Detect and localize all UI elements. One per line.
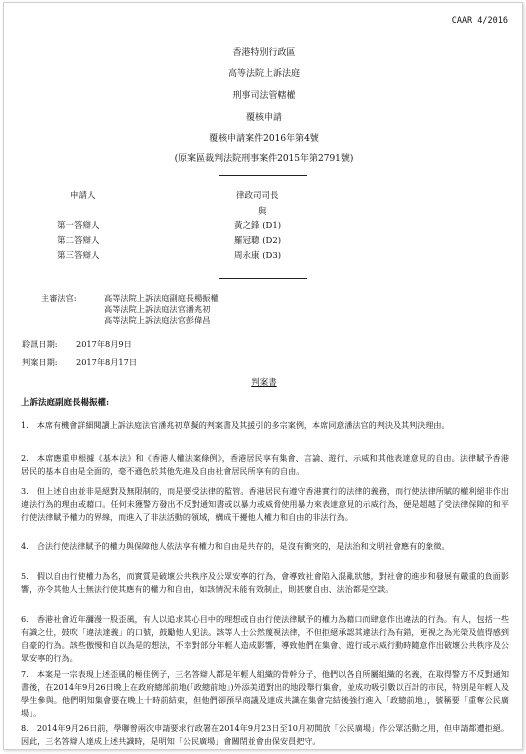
judgment-title: 判案書 [251,378,277,388]
judgment-date: 2017年8月17日 [76,357,138,367]
judge-name: 高等法院上訴法庭法官彭偉昌 [104,315,211,325]
respondent-role: 第三答辯人 [57,251,100,261]
respondent-name: 羅冠聰 (D2) [234,236,282,246]
judge-name: 高等法院上訴法庭副庭長楊振權 [104,293,219,303]
judgment-paragraph: 6. 香港社會近年瀰漫一股歪風，有人以追求其心目中的理想或自由行使法律賦予的權力為藉口而肆意作出違法的行為。有人，包括一些有識之仕，鼓吹「違法達義」的口號，鼓勵他人犯法。該等人士公然蔑視法律，不但拒絕承認其違法行為有錯，更視之為光榮及值得感到自豪的行為。該些傲慢和自以為是的想法，不幸對部分年輕人造成影響，導致他們在集會、遊行或示威行動時隨意作出破壞公共秩序及公眾安寧的行為。 [21,614,509,663]
case-number: 覆核申請案件2016年第4號 [209,134,319,144]
parties-divider [219,278,307,279]
document-page [3,2,523,750]
judge-name: 高等法院上訴法庭法官潘兆初 [104,304,211,314]
respondent-name: 周永康 (D3) [234,251,282,261]
hearing-date-label: 聆訊日期: [22,339,58,349]
judgment-paragraph: 7. 本案是一宗表現上述歪風的極佳例子，三名答辯人都是年輕人組織的骨幹分子，他們以各自所屬組織的名義，在取得警方不反對通知書後，在2014年9月26日晚上在政府總部前地(「政總前地」)外添美道對出的地段舉行集會，並成功吸引數以百計的市民，特別是年輕人及學生參與。他們明知集會要在晚上十時前結束，但他們卻預早商議及達成共識在集會完結後強行進入「政總前地」，號稱要「重奪公民廣場」。 [21,669,509,718]
versus-word: 與 [258,207,267,217]
original-case: (原案區裁判法院刑事案件2015年第2791號) [174,154,354,164]
judgment-paragraph: 1. 本席有機會詳細閱讀上訴法庭法官潘兆初草擬的判案書及其援引的多宗案例，本席同意潘法官的判決及其判決理由。 [21,420,450,430]
case-reference: CAAR 4/2016 [451,16,508,26]
header-divider [219,175,307,176]
judgment-paragraph: 2. 本席應重申根據《基本法》和《香港人權法案條例》，香港居民享有集會、言論、遊行、示威和其他表達意見的自由。法律賦予香港居民的基本自由是全面的，毫不遜色於其他先進及自由社會居民所享有的自由。 [21,453,509,476]
judge-heading: 上訴法庭副庭長楊振權: [21,398,110,408]
respondent-name: 黃之鋒 (D1) [234,221,282,231]
application-type: 覆核申請 [245,113,282,123]
region-title: 香港特別行政區 [232,48,296,58]
respondent-role: 第一答辯人 [57,221,100,231]
bench-label: 主審法官: [41,293,77,303]
applicant-label: 申請人 [70,191,96,201]
applicant-name: 律政司司長 [236,191,279,201]
judgment-paragraph: 4. 合法行使法律賦予的權力與保障他人依法享有權力和自由是共存的，是沒有衝突的，是法治和文明社會應有的象徵。 [21,541,450,551]
court-title: 高等法院上訴法庭 [227,69,300,79]
judgment-paragraph: 3. 但上述自由並非是絕對及無限制的，而是要受法律的監管。香港居民有遵守香港實行的法律的義務，而行使法律所賦的權利絕非作出違法行為的理由或藉口。任何未獲警方發出不反對通知書或以暴力或威脅使用暴力來表達意見的示威行為，便是超越了受法律保障的和平行使法律賦予權力的界線，而進入了非法活動的領域，構成干擾他人權力和自由的非法行為。 [21,486,509,522]
jurisdiction-title: 刑事司法管轄權 [232,91,296,101]
respondent-role: 第二答辯人 [57,236,100,246]
judgment-paragraph: 8. 2014年9月26日前，學聯曾兩次申請要求行政署在2014年9月23日至10月初開放「公民廣場」作公眾活動之用，但申請都遭拒絕。因此，三名答辯人達成上述共識時，是明知「公民廣場」會關閉並會由保安員把守。 [21,723,509,746]
hearing-date: 2017年8月9日 [76,339,132,349]
judgment-paragraph: 5. 假以自由行使權力為名，而實質是破壞公共秩序及公眾安寧的行為，會導致社會陷入混亂狀態，對社會的進步和發展有嚴重的負面影響，亦令其他人士無法行使其應有的權力和自由，如該情況未能有效制止，則甚麼自由、法治都是空談。 [21,571,509,594]
judgment-date-label: 判案日期: [22,357,58,367]
